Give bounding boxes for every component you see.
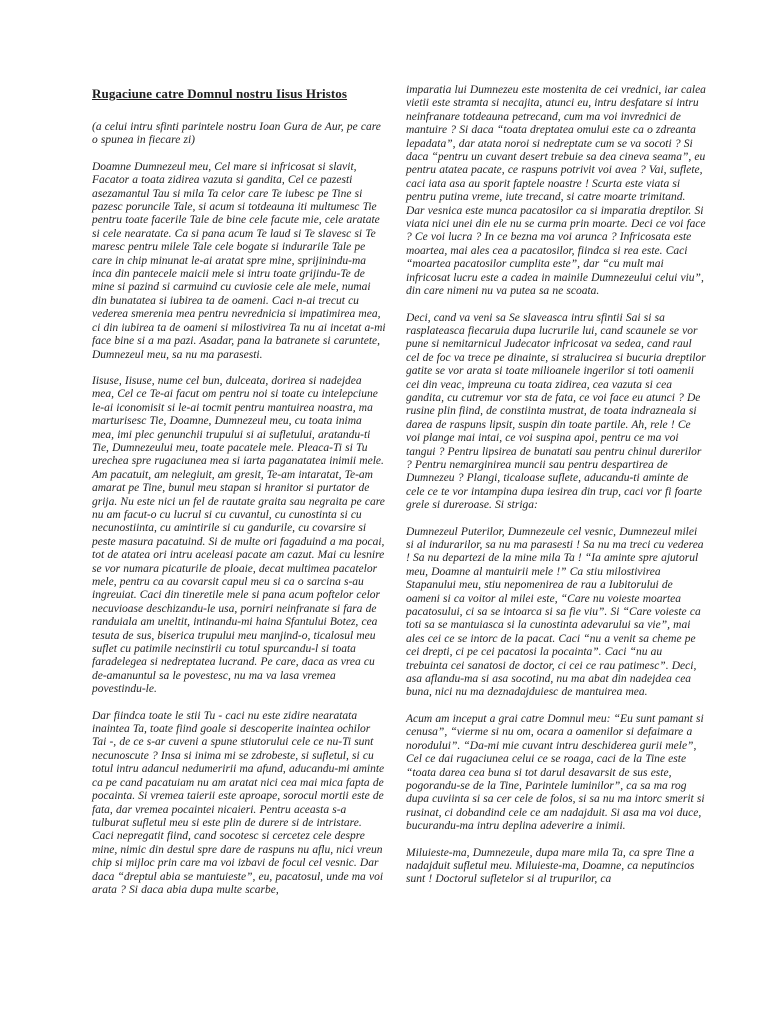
page-title: Rugaciune catre Domnul nostru Iisus Hristos	[92, 86, 348, 101]
paragraph: Acum am inceput a grai catre Domnul meu: “Eu sunt pamant si cenusa”, “vierme si nu om, ocara a oamenilor si defaimare a norodului”. “Da-mi mie cuvant intru deschiderea gurii mele”, Cel ce dai rugaciunea celui ce se roaga, caci de la Tine este “toata darea cea buna si tot darul desavarsit de sus este, pogorandu-se de la Tine, Parintele luminilor”, ca sa ma rog dupa cuviinta si sa cer cele de folos, si sa nu ma intorc smerit si rusinat, ci dobandind cele ce am nadajduit. Si asa ma voi duce, bucurandu-ma intru deplina adeverire a inimii.	[406, 712, 705, 833]
paragraph: Doamne Dumnezeul meu, Cel mare si infricosat si slavit, Facator a toata zidirea vazuta si gandita, Cel ce pazesti asezamantul Tau si mila Ta celor care Te iubesc pe Tine si pazesc poruncile Tale, si acum si totdeauna iti multumesc Tie pentru toate facerile Tale de bine cele facute mie, cele aratate si cele nearatate. Ca si pana acum Te laud si Te slavesc si Te maresc pentru milele Tale cele bogate si indurarile Tale pe care in chip minunat le-ai aratat spre mine, sprijinindu-ma inca din pantecele maicii mele si intru toate grijindu-Te de mine si pazind si carmuind cu cuviosie cele ale mele, numai din bunatatea si iubirea ta de oameni. Caci n-ai trecut cu vederea smerenia mea pentru nevrednicia si impatimirea mea, ci din iubirea ta de oameni si milostivirea Ta nu ai incetat a-mi face bine si a ma pazi. Asadar, pana la batranete si caruntete, Dumnezeul meu, sa nu ma parasesti.	[92, 160, 386, 361]
document-subtitle: (a celui intru sfinti parintele nostru Ioan Gura de Aur, pe care o spunea in fiecare zi)	[92, 121, 381, 147]
paragraph: Deci, cand va veni sa Se slaveasca intru sfintii Sai si sa rasplateasca fiecaruia dupa lucrurile lui, cand scaunele se vor pune si nemitarnicul Judecator infricosat va sedea, cand raul cel de foc va trece pe dinainte, si stralucirea si bucuria dreptilor gatite se vor arata si toate milioanele ingerilor si toti oamenii cei din veac, impreuna cu toata zidirea, cea vazuta si cea gandita, cu cutremur vor sta de fata, ce voi face eu atunci ? De rusine plin fiind, de constiinta mustrat, de toata indrazneala si darea de raspuns lipsit, suspin din toate partile. Ah, rele ! Ce voi plange mai intai, ce voi suspina apoi, pentru ce ma voi tangui ? Pentru lipsirea de bunatati sau pentru chinul durerilor ? Pentru nemarginirea muncii sau pentru despartirea de Dumnezeu ? Plangi, ticaloase suflete, aducandu-ti aminte de cele ce te vor intampina dupa iesirea din trup, caci vor fi foarte grele si dureroase. Si striga:	[406, 311, 706, 512]
paragraph: Dumnezeul Puterilor, Dumnezeule cel vesnic, Dumnezeul milei si al indurarilor, sa nu ma parasesti ! Sa nu ma treci cu vederea ! Sa nu departezi de la mine mila Ta ! “Ia aminte spre ajutorul meu, Doamne al mantuirii mele !” Ca stiu milostivirea Stapanului meu, stiu nepomenirea de rau a Iubitorului de oameni si ca voitor al milei este, “Care nu voieste moartea pacatosului, ci sa se intoarca si sa fie viu”. Si “Care voieste ca toti sa se mantuiasca si la cunostinta adevarului sa vie”, mai ales cei ce se intorc de la pacat. Caci “nu a venit sa cheme pe cei drepti, ci pe cei pacatosi la pocainta”. Caci “nu au trebuinta cei sanatosi de doctor, ci cei ce rau patimesc”. Deci, asa aflandu-ma si asa socotind, nu ma abat din nadejdea cea buna, nici nu ma deznadajduiesc de mantuirea mea.	[406, 525, 704, 699]
paragraph: Dar fiindca toate le stii Tu - caci nu este zidire nearatata inaintea Ta, toate fiind goale si descoperite inaintea ochilor Tai -, de ce s-ar cuveni a spune stiutorului cele ce nu-Ti sunt necunoscute ? Insa si inima mi se zdrobeste, si sufletul, si cu totul intru adancul nedumeririi ma afund, aducandu-mi aminte ca pe cand pacatuiam nu am aratat nici cea mai mica fapta de pocainta. Si vremea taierii este aproape, sorocul mortii este de fata, dar vremea pocaintei nicaieri. Pentru aceasta s-a tulburat sufletul meu si este plin de durere si de intristare. Caci nepregatit fiind, cand socotesc si cercetez cele despre mine, nimic din destul spre dare de raspuns nu aflu, nici vreun chip si mijloc prin care ma voi izbavi de focul cel vesnic. Dar daca “dreptul abia se mantuieste”, eu, pacatosul, unde ma voi arata ? Si daca abia dupa multe scarbe,	[92, 709, 385, 896]
left-column	[92, 86, 386, 910]
paragraph: imparatia lui Dumnezeu este mostenita de cei vrednici, iar calea vietii este stramta si necajita, atunci eu, intru desfatare si intru neinfranare totdeauna petrecand, cum ma voi invrednici de mantuire ? Si daca “toata dreptatea omului este ca o zdreanta lepadata”, dar atata noroi si nedreptate cum se va socoti ? Si daca “pentru un cuvant desert trebuie sa dea cineva seama”, eu pentru atatea pacate, ce raspuns potrivit voi avea ? Vai, suflete, caci iata asa au sporit faptele noastre ! Scurta este viata si pentru putina vreme, iute trecand, si catre moarte trimitand. Dar vesnica este munca pacatosilor ca si imparatia dreptilor. Si viata nici unei din ele nu se curma prin moarte. Deci ce voi face ? Ce voi lucra ? In ce bezna ma voi arunca ? Infricosata este moartea, mai ales cea a pacatosilor, fiindca si rea este. Caci “moartea pacatosilor cumplita este”, dar “cu mult mai infricosat lucru este a cadea in mainile Dumnezeului celui viu”, din care nimeni nu va putea sa ne scoata.	[406, 84, 706, 298]
paragraph: Miluieste-ma, Dumnezeule, dupa mare mila Ta, ca spre Tine a nadajduit sufletul meu. Miluieste-ma, Doamne, ca neputincios sunt ! Doctorul sufletelor si al trupurilor, ca	[406, 846, 695, 886]
paragraph: Iisuse, Iisuse, nume cel bun, dulceata, dorirea si nadejdea mea, Cel ce Te-ai facut om pentru noi si toate cu intelepciune le-ai iconomisit si le-ai tocmit pentru mantuirea noastra, ma marturisesc Tie, Doamne, Dumnezeul meu, cu toata inima mea, imi plec genunchii trupului si ai sufletului, aratandu-ti Tie, Dumnezeului meu, toate pacatele mele. Pleaca-Ti si Tu urechea spre rugaciunea mea si iarta paganatatea inimii mele. Am pacatuit, am nelegiuit, am gresit, Te-am intaratat, Te-am amarat pe Tine, bunul meu stapan si hranitor si purtator de grija. Nu este nici un fel de rautate graita sau negraita pe care nu am facut-o cu lucrul si cu cuvantul, cu cunostinta si cu necunostiinta, cu amintirile si cu gandurile, cu covarsire si peste masura pacatuind. Si de multe ori fagaduind a ma pocai, tot de atatea ori intru aceleasi pacate am cazut. Mai cu lesnire se vor numara picaturile de ploaie, decat multimea pacatelor mele, pentru ca au covarsit capul meu si ca o sarcina s-au ingreuiat. Caci din tineretile mele si pana acum poftelor celor necuvioase deschizandu-le usa, porniri neinfranate si fara de randuiala am uneltit, intinandu-mi haina Sfantului Botez, cea tesuta de sus, biserica trupului meu manjind-o, ticalosul meu suflet cu patimile necinstirii cu totul spurcandu-l si toata faradelegea si nedreptatea lucrand. Pe care, daca as vrea cu de-amanuntul sa le povestesc, nu ma va lasa vremea povestindu-le.	[92, 374, 385, 696]
right-column	[406, 84, 706, 900]
